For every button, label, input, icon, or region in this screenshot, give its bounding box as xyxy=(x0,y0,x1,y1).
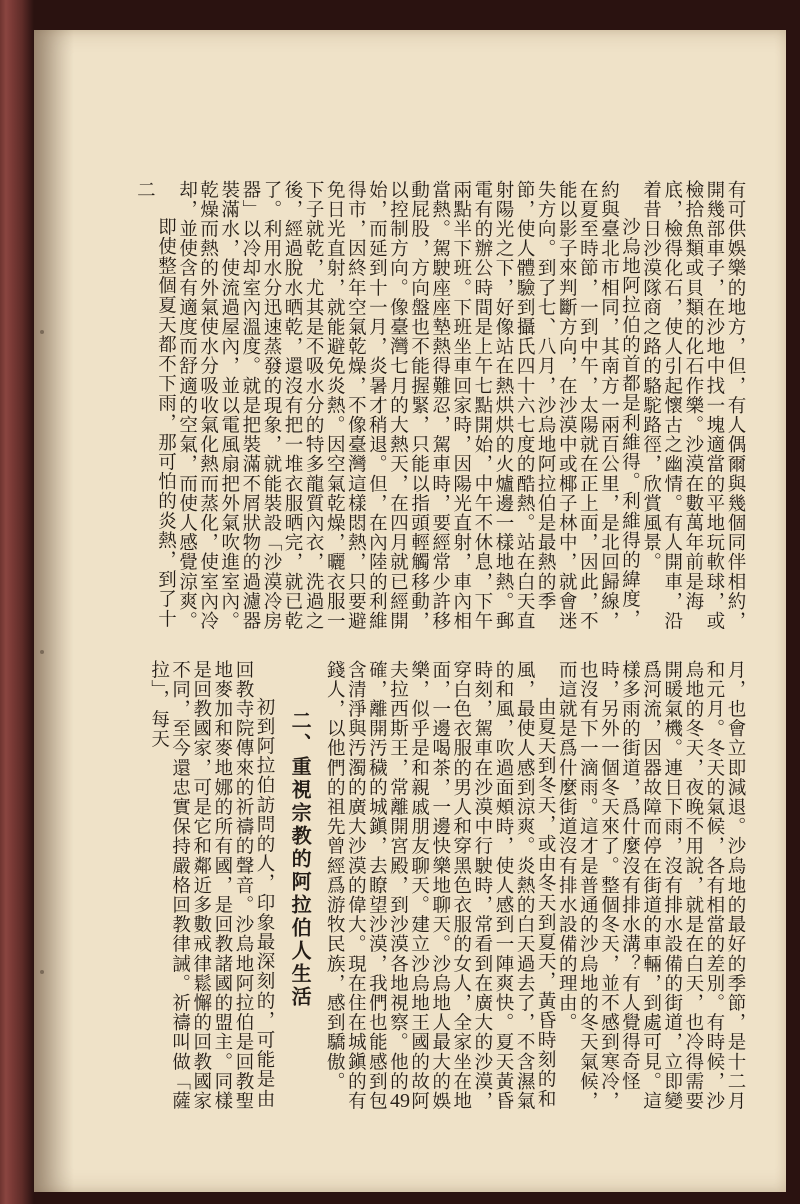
bottom-text-column xyxy=(100,660,746,1120)
paragraph: 初到阿拉伯訪問的人，印象最深刻的，可能是由回教寺院傳來的祈禱的聲音。沙烏地阿拉伯是回教聖地麥加和麥地娜的所有國，是回教諸國的盟主。同樣是回教國家，可是它和鄰近多數戒律鬆懈的回教國家不同，至今還忠實保持嚴格回教律誡。祈禱叫做「薩拉」，每天 xyxy=(148,660,276,1111)
paragraph: 即使整個夏天都不下雨，那可怕的炎熱，到了十二 xyxy=(134,180,177,629)
binding-stitch xyxy=(40,330,44,334)
paragraph: 由夏天到冬天，或由冬天到夏天，黃昏時刻的和風，最使人感到涼爽。炎熱的白天過去了，不含濕氣的和風，吹過面頰時，使人感到一陣爽快。夏天黃昏時刻，駕車在沙漠中行駛時，常看到在廣大的沙漠，穿白色衣服的男人和穿黑色衣服的女人，全家坐在地面，一邊喝茶，一邊快樂地聊天。沙烏地人最大的娛樂，似乎是和親戚朋友聊天。建立沙烏地王國的故阿夫拉西斯王，常離開宮殿，到沙漠各地視察。他的確，離開汚穢的城鎭，去瞭望沙漠，我們也能感到包含清淨與汚濁的廣大沙漠的偉大。現在住在城鎭的有錢人，以他們的祖先曾經爲游牧民族，感到驕傲。 xyxy=(324,660,557,1111)
book-page xyxy=(34,30,786,1192)
binding-shadow xyxy=(34,30,74,1192)
binding-stitch xyxy=(40,970,44,974)
paragraph: 有可供娛樂的地方，但，有人偶爾與幾個同伴相約，開幾部車子，在沙地中找一塊適當的平地玩軟球，或檢拾魚類或貝類的化石作樂。沙漠在數萬年前是海底，檢得化石，使人引起懷古之幽情。有人開車，沿着昔日沙漠隊商之路的駱駝路徑，欣賞風景。 xyxy=(640,180,746,631)
top-text-column xyxy=(100,180,746,640)
section-heading: 二、重視宗教的阿拉伯人生活 xyxy=(288,710,313,1009)
paragraph: 沙烏地阿拉伯的首都是利維得。利維得的緯度，約與臺北市相同，其南方一兩百公里，是北回歸線，在夏至時節，一到中午，太陽就在正上面，因此，不能以影子來判斷方向，在沙漠中或椰子林中，就會迷失方向。到了七、八月，沙烏地阿拉伯是最熱的季節，使人體驗到攝氏四十六七度的酷熱。站在白天直射陽光之下，好像站在熱烘烘的火爐邊一樣地熱。郵電有的辦公時間是上午七點開始，中午不休息，下午兩點半下班。下班坐車回家時，因陽光直射，車內相當熱。駕駛座座墊熱得難忍，駕車時，要經常少許移動屁股，方向盤也不能握緊，只能以指頭輕觸移動，以控制方向。像臺灣七月的大熱天，在四月就已經開始，而延到十一月，炎暑才稍退。但，在內陸的利維得市，因終年空氣乾燥，不像臺灣這樣悶熱，只要避免日光直射，就能避免炎熱。因空氣乾燥，曬衣服一下子就乾，尤其是不吸水分的特多龍質內衣，洗過之後，經過脫水晒乾，還沒有把一堆衣服晒完，就已乾了。利用水分迅速蒸發的現象，就能裝設「沙漠冷房器」以冷却室內溫度。就是把裝滿不屑狀物的過濾器裝滿水，使流過屋內，並以電風扇把外氣吹進室內。乾燥而熱的外氣使水分吸收氣化熱而蒸化，使室內冷却，並使含有適度而舒適的空氣，而使人感覺涼爽。 xyxy=(176,180,641,631)
page-number: 49 xyxy=(390,1090,410,1112)
paragraph: 月，也會立即減退。沙烏地的最好的季節，是十二月和元月。冬天的氣候，各有相當的差別。有時候，沙烏地的冬天，夜晚不用說，就是在白天，也冷得需要開暖氣機。連日下雨，沒有排水設備的街道，立即變爲河流，因器故障而停在街道的車輛，到處可見。這樣多雨的街道，爲什麼沒有排水溝？有人覺得奇怪時，另外一個冬天來了。整個冬天，並不感到寒冷，也沒有下一滴雨。這才是普通的沙烏地的冬天氣候，而這就是爲什麼街道沒有排水設備的理由。 xyxy=(556,660,746,1111)
binding-stitch xyxy=(40,650,44,654)
